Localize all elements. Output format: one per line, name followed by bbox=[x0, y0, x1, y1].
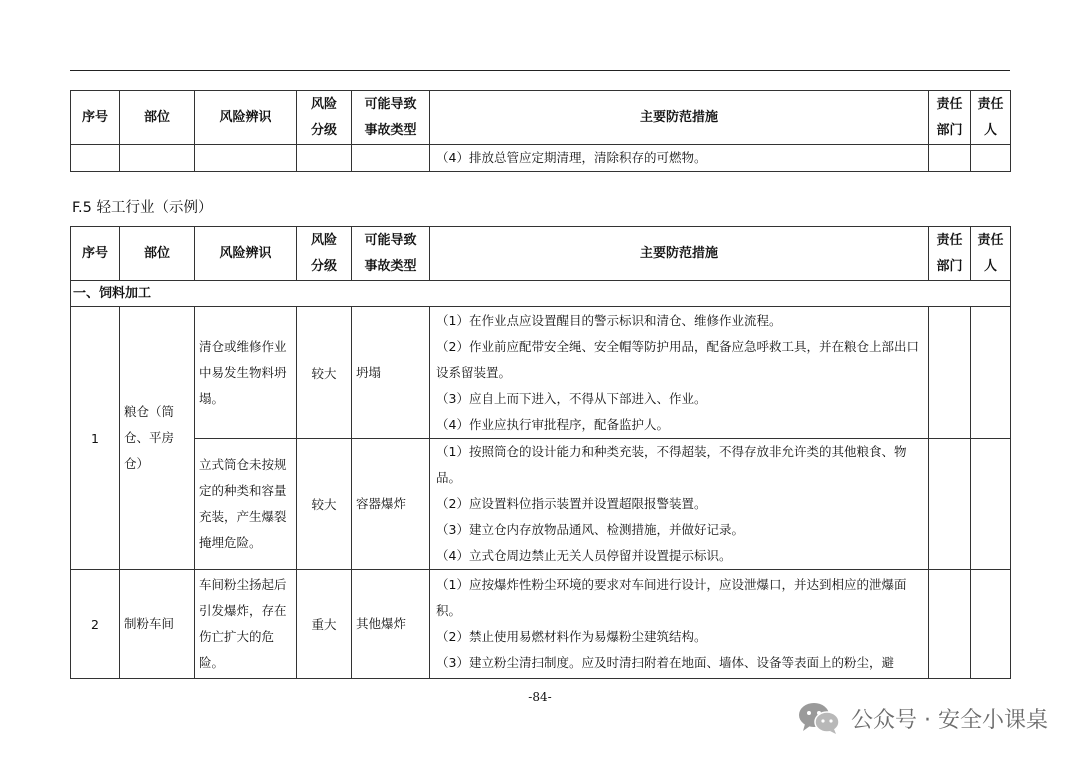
header-responsible-dept: 责任 部门 bbox=[929, 91, 971, 145]
row-no: 1 bbox=[71, 307, 120, 570]
section-title: F.5 轻工行业（示例） bbox=[72, 200, 213, 216]
row-accident: 其他爆炸 bbox=[352, 570, 430, 679]
row-accident: 容器爆炸 bbox=[352, 439, 430, 570]
watermark bbox=[797, 700, 1048, 736]
header-accident-type: 可能导致 事故类型 bbox=[352, 227, 430, 281]
header-responsible-dept: 责任 部门 bbox=[929, 227, 971, 281]
header-responsible-person: 责任 人 bbox=[971, 91, 1011, 145]
header-risk-identification: 风险辨识 bbox=[195, 91, 297, 145]
row-risk: 车间粉尘扬起后引发爆炸，存在伤亡扩大的危险。 bbox=[195, 570, 297, 679]
measure-text: （1）按照筒仓的设计能力和种类充装，不得超装，不得存放非允许类的其他粮食、物品。 bbox=[436, 444, 907, 485]
watermark-text: 公众号 · 安全小课桌 bbox=[851, 707, 1048, 733]
measure-text: （2）作业前应配带安全绳、安全帽等防护用品，配备应急呼救工具，并在粮仓上部出口设系留装置。 bbox=[436, 338, 919, 380]
header-location: 部位 bbox=[120, 227, 195, 281]
measure-text: （4）立式仓周边禁止无关人员停留并设置提示标识。 bbox=[436, 548, 732, 563]
row-location: 粮仓（筒仓、平房仓） bbox=[120, 307, 195, 570]
measure-text: （3）建立粉尘清扫制度。应及时清扫附着在地面、墙体、设备等表面上的粉尘，避 bbox=[436, 655, 894, 670]
section-row bbox=[71, 281, 1011, 307]
risk-table-continued bbox=[70, 90, 1011, 172]
row-level: 较大 bbox=[297, 307, 352, 439]
row-measures bbox=[430, 307, 929, 439]
section-label: 一、饲料加工 bbox=[71, 281, 1011, 307]
measure-text: （3）建立仓内存放物品通风、检测措施，并做好记录。 bbox=[436, 522, 744, 537]
row-location: 制粉车间 bbox=[120, 570, 195, 679]
row-measures bbox=[430, 439, 929, 570]
table-header-row bbox=[71, 91, 1011, 145]
header-measures: 主要防范措施 bbox=[430, 227, 929, 281]
measure-text: （3）应自上而下进入，不得从下部进入、作业。 bbox=[436, 390, 707, 406]
header-risk-identification: 风险辨识 bbox=[195, 227, 297, 281]
row-risk: 清仓或维修作业中易发生物料坍塌。 bbox=[195, 307, 297, 439]
header-accident-type: 可能导致 事故类型 bbox=[352, 91, 430, 145]
table-row bbox=[71, 570, 1011, 679]
table-row bbox=[71, 307, 1011, 439]
header-no: 序号 bbox=[71, 227, 120, 281]
header-no: 序号 bbox=[71, 91, 120, 145]
wechat-logo-icon bbox=[797, 700, 841, 736]
header-risk-level: 风险 分级 bbox=[297, 91, 352, 145]
measure-text: （1）在作业点应设置醒目的警示标识和清仓、维修作业流程。 bbox=[436, 312, 782, 328]
measure-text: （2）禁止使用易燃材料作为易爆粉尘建筑结构。 bbox=[436, 629, 707, 644]
row-risk: 立式筒仓未按规定的种类和容量充装，产生爆裂掩埋危险。 bbox=[195, 439, 297, 570]
row-level: 较大 bbox=[297, 439, 352, 570]
header-risk-level: 风险 分级 bbox=[297, 227, 352, 281]
measure-text: （4）作业应执行审批程序，配备监护人。 bbox=[436, 416, 669, 432]
measure-text: （2）应设置料位指示装置并设置超限报警装置。 bbox=[436, 496, 707, 511]
header-rule bbox=[70, 70, 1010, 71]
table-row bbox=[71, 145, 1011, 172]
row-level: 重大 bbox=[297, 570, 352, 679]
row-accident: 坍塌 bbox=[352, 307, 430, 439]
table-header-row bbox=[71, 227, 1011, 281]
header-measures: 主要防范措施 bbox=[430, 91, 929, 145]
row-measures bbox=[430, 570, 929, 679]
table-row bbox=[71, 439, 1011, 570]
header-location: 部位 bbox=[120, 91, 195, 145]
risk-table bbox=[70, 226, 1011, 679]
measure-text: （1）应按爆炸性粉尘环境的要求对车间进行设计，应设泄爆口，并达到相应的泄爆面积。 bbox=[436, 577, 907, 618]
header-responsible-person: 责任 人 bbox=[971, 227, 1011, 281]
measure-text: （4）排放总管应定期清理，清除积存的可燃物。 bbox=[436, 150, 707, 165]
row-no: 2 bbox=[71, 570, 120, 679]
page-number: -84- bbox=[528, 690, 552, 704]
